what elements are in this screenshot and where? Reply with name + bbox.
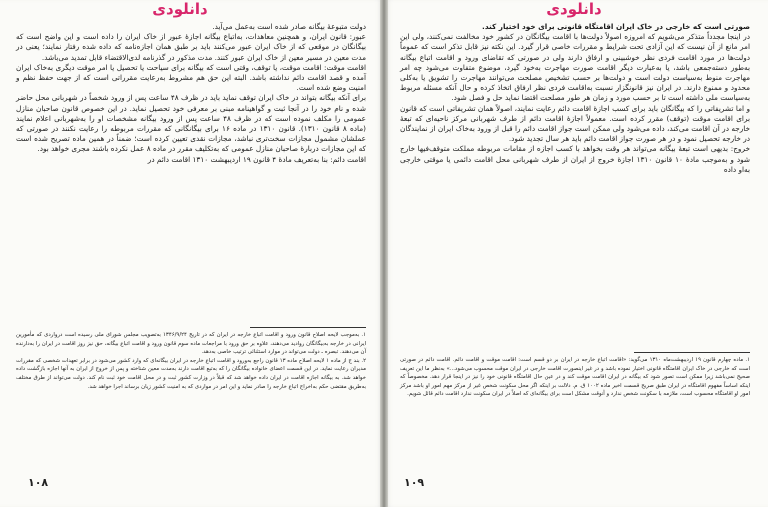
left-footnotes bbox=[16, 331, 366, 391]
page-number: ۱۰۸ bbox=[28, 476, 49, 489]
paragraph: عبور: قانون ایران، و همچنین معاهدات، به‌اتباع بیگانه اجازهٔ عبور از خاک ایران را داده است و این واضح است که بیگانگان در موقعی که از خاک ایران عبور می‌کنند باید بر طبق همان اجازه‌نامه که داده شده رفتار نمایند؛ یعنی در مدت معین در مسیر معین از خاک ایران عبور کنند. مدت مذکور در گذرنامه لدی‌الاقتضاء قابل تمدید می‌باشد. bbox=[16, 32, 366, 62]
logo: دانلودی bbox=[152, 0, 208, 18]
paragraph: اقامت دائم: بنا به‌تعریف مادهٔ ۴ قانون ۱۹ اردیبهشت ۱۳۱۰ اقامت دائم در bbox=[147, 154, 366, 164]
paragraph: در اینجا مجدداً متذکر می‌شویم که امروزه اصولاً دولت‌ها با اقامت بیگانگان در کشور خود مخالفت نمی‌کنند، ولی این امر مانع از آن نیست که این آزادی تحت شرایط و مقررات خاصی قرار گیرد. این نکته نیز قابل تذکر است که عموماً دولت‌ها در مورد اقامت فردی نظر خوشبینی و ارفاق دارند ولی در صورتی که تقاضای ورود و اقامت اتباع بیگانه به‌طور دسته‌جمعی باشد، یا به‌عبارت دیگر اقامت صورت مهاجرت به‌خود گیرد، موضوع متفاوت می‌شود چه امر مهاجرت منوط به‌سیاست دولت است و دولت‌ها بر حسب تشخیص مصلحت می‌توانند مهاجرت را تشویق یا به‌کلی محدود و ممنوع دارند. در ایران نیز قانونگزار نسبت به‌اقامت فردی نظر ارفاق اتخاذ کرده و حال آنکه مسئله مربوط به‌سیاست ملی داشته است تا بر حسب مورد و زمان هر طور مصلحت اقتضا نماید حل و فصل شود. bbox=[400, 32, 750, 103]
page-number: ۱۰۹ bbox=[404, 476, 425, 489]
footnote: ۱. به‌موجب لایحه اصلاح قانون ورود و اقامت اتباع خارجه در ایران که در تاریخ ۱۳۴۶/۹/۲۴ به‌تصویب مجلس شورای ملی رسیده است درواردی که مأمورین ایرانی در خارجه به‌بیگانگان روادید می‌دهند، علاوه بر حق ورود با مراجعات ماده سوم قانون ورود و اقامت اتباع بیگانه، حق نیز روز اقامت در ایران را به‌دارنده آن می‌دهند. تبصره ـ دولت می‌تواند در موارد استثنائی ترتیب خاصی به‌دهد. bbox=[16, 332, 366, 356]
paragraph: اقامت موقت: اقامت موقت، یا توقف، وقتی است که بیگانه برای سیاحت یا تحصیل یا امر موقت دیگری به‌خاک ایران آمده و قصد اقامت دائم نداشته باشد. البته این حق هم مشروط به‌رعایت مقرراتی است که از جهت حفظ نظم و امنیت وضع شده است. bbox=[16, 62, 366, 93]
footnote-separator bbox=[634, 352, 750, 353]
right-page bbox=[384, 0, 768, 507]
paragraph: برای آنکه بیگانه بتواند در خاک ایران توقف نماید باید در ظرف ۴۸ ساعت پس از ورود شخصاً در شهربانی محل حاضر شده و نام خود را در آنجا ثبت و گواهینامه مبنی بر معرفی خود تحصیل نماید. در این خصوص قانون صاحبان منازل عمومی را مکلف نموده است که در ظرف ۴۸ ساعت پس از ورود بیگانه مشخصات او را به‌شهربانی اعلام نمایند (ماده ۸ قانون ۱۳۱۰). قانون ۱۳۱۰ در ماده ۱۶ برای بیگانگانی که مقررات مربوطه را رعایت نکنند در صورتی که عملشان مشمول مجازات سخت‌تری نباشد، مجازات نقدی تعیین کرده است؛ ضمناً در همین ماده تصریح شده است که این مجازات دربارهٔ صاحبان منازل عمومی که به‌تکلیف مقرر در ماده ۸ عمل نکرده باشند مجری خواهد بود. bbox=[16, 93, 367, 154]
footnote: ۱. ماده چهارم قانون ۱۹ اردیبهشت‌ماه ۱۳۱۰ می‌گوید: «اقامت اتباع خارجه در ایران بر دو قسم است: اقامت موقت و اقامت دائم. اقامت دائم در صورتی است که خارجی در خاک ایران اقامتگاه قانونی اختیار نموده باشد و در غیر اینصورت اقامت خارجی در ایران موقت محسوب می‌شود...» به‌نظر ما این تعریف صحیح نمی‌باشد زیرا ممکن است تصور شود که بیگانه در ایران اقامت موقت کند و در عین حال اقامتگاه قانونی خود را نیز در اینجا قرار دهد. مخصوصاً که اینکه اساساً مفهوم اقامتگاه در ایران طبق صریح قسمت اخیر ماده ۱۰۰۲ ق. م. دلالت بر اینکه اگر محل سکونت شخص غیر از مرکز مهم امور او باشد مرکز امور او اقامتگاه محسوب است، ملازمه با سکونت شخص ندارد و آنوقت مشکل است برای بیگانه‌ای که اصلاً در ایران سکونت ندارد اقامت دائم قائل شویم. bbox=[400, 357, 750, 398]
right-body-text bbox=[400, 22, 750, 175]
left-body-text bbox=[16, 22, 366, 165]
footnote-separator bbox=[250, 327, 366, 328]
paragraph: دولت متبوعهٔ بیگانه صادر شده است به‌عمل می‌آید. bbox=[212, 22, 366, 31]
paragraph: و اما تشریفاتی را که بیگانگان باید برای کسب اجازهٔ اقامت دائم رعایت نمایند، اصولاً همان تشریفاتی است که قانون برای اقامت موقت (توقف) مقرر کرده است. معمولاً اجازهٔ اقامت دائم از طرف شهربانی مرکز ناحیه‌ای که تبعهٔ خارجه در آن اقامت می‌کند، داده می‌شود ولی ممکن است جواز اقامت دائم را قبل از ورود به‌خاک ایران از نمایندگان در خارجه تحصیل نمود و در هر صورت جواز اقامت دائم باید هر سال تجدید شود. bbox=[400, 103, 750, 144]
paragraph: صورتی است که خارجی در خاک ایران اقامتگاه قانونی برای خود اختیار کند. bbox=[482, 22, 750, 31]
right-footnotes bbox=[400, 356, 750, 399]
logo: دانلودی bbox=[546, 0, 602, 18]
book-gutter bbox=[380, 0, 388, 507]
footnote: ۲. بند ج از ماده ۱ لایحه اصلاح ماده ۱۳ قانون راجع به‌ورود و اقامت اتباع خارجه در ایران بیگانه‌ای که وارد کشور می‌شود در برابر تعهدات شخصی که مقررات مدیران رعایت نماید. در این قسمت اعضای خانواده بیگانگان را که به‌تبع اقامت دارند به‌مدت معین شناخته و پس از خروج از ایران به آنها اجازه بازگشت داده خواهد شد. به بیگانه اجازه اقامت در ایران داده خواهد شد که قبلاً در وزارت کشور ثبت و در محل اقامت خود ثبت نام کند. دولت می‌تواند از طرق مختلف به‌طریق مقتضی حکم به‌اخراج اتباع خارجه را صادر نماید و این امر در مواردی که به امنیت کشور زیان برساند اجرا خواهد شد. bbox=[16, 357, 366, 390]
paragraph: خروج: بدیهی است تبعهٔ بیگانه می‌تواند هر وقت بخواهد با کسب اجازه از مقامات مربوطه مملکت متوقف‌فیها خارج شود و به‌موجب مادهٔ ۱۰ قانون ۱۳۱۰ اجازهٔ خروج از ایران از طرف شهربانی محل اقامت دائمی یا موقتی خارجی به‌او داده bbox=[400, 144, 750, 174]
